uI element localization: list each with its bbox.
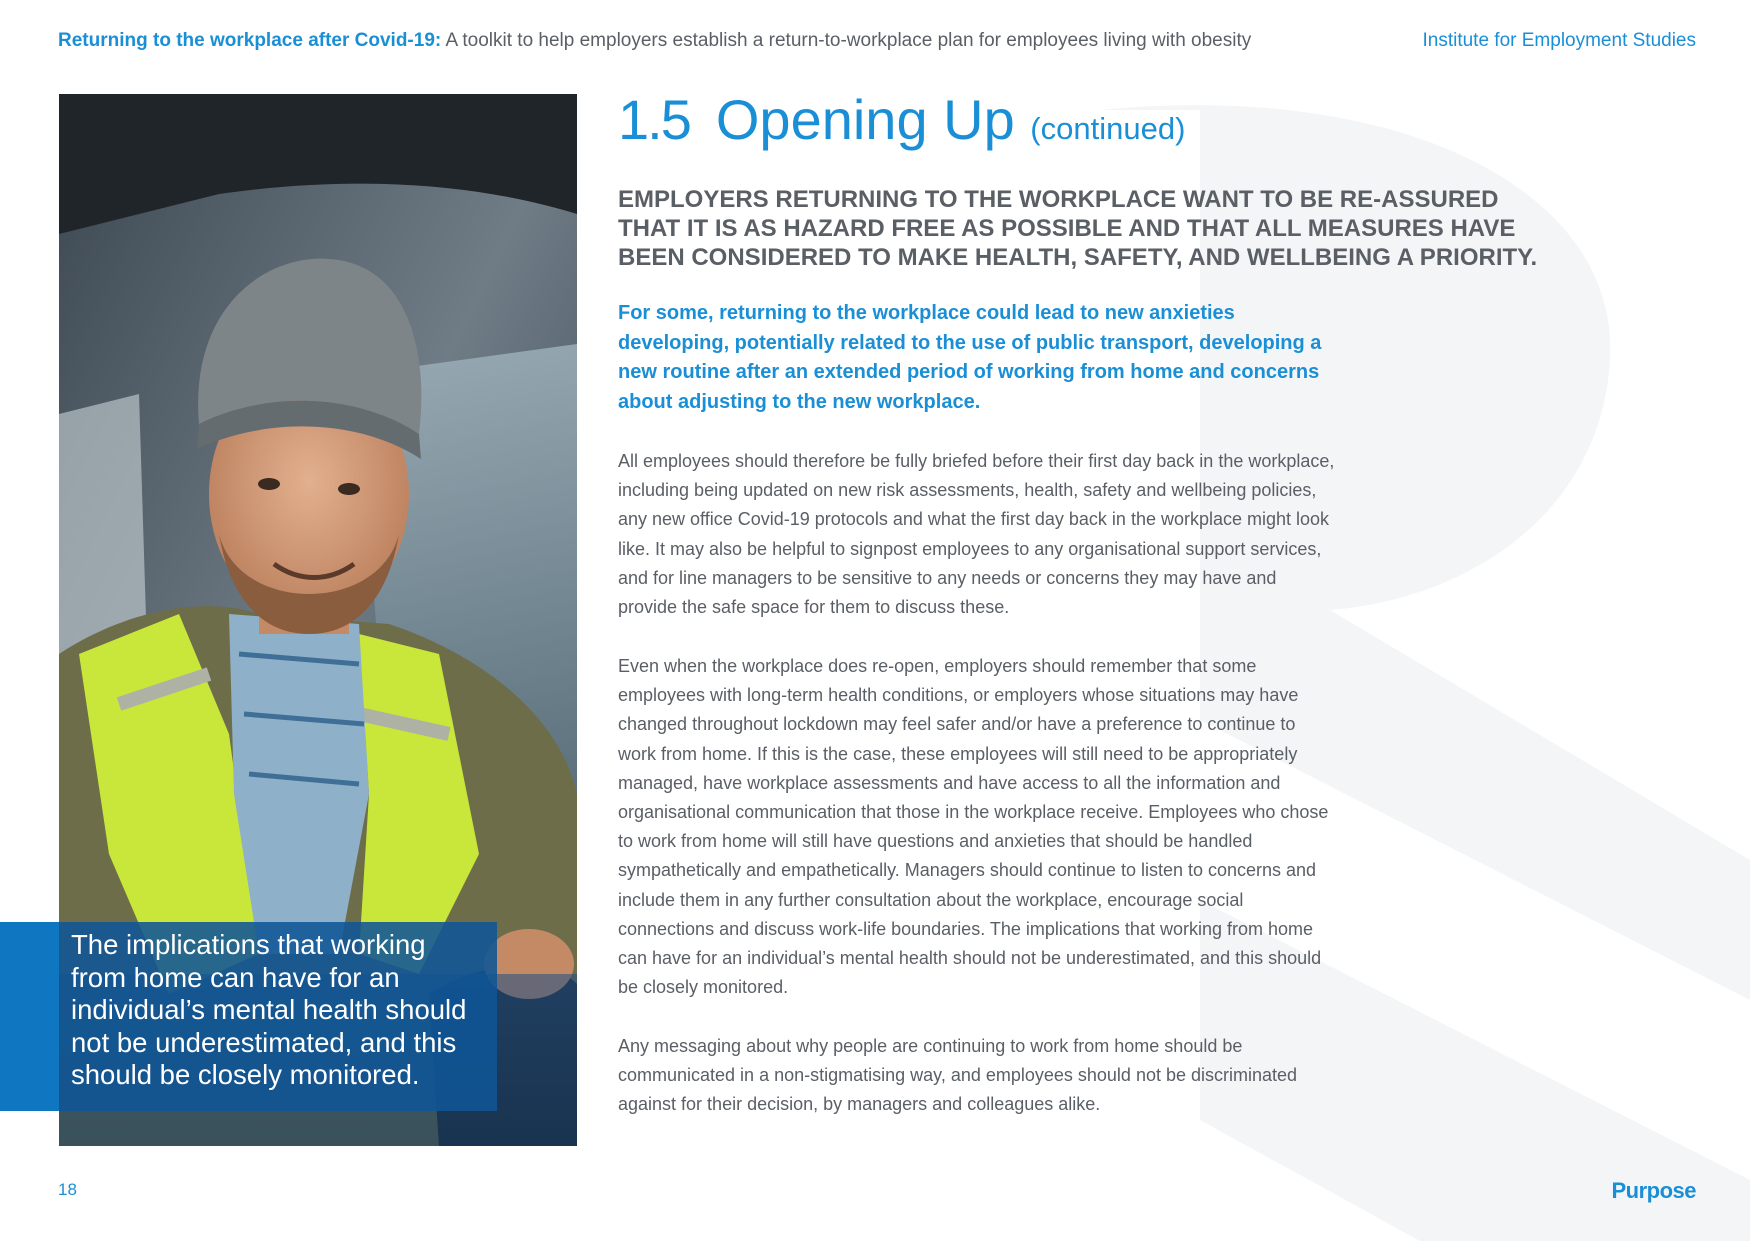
section-title-text: Opening Up [715, 88, 1015, 151]
page-number: 18 [58, 1180, 77, 1199]
purpose-logo: Purpose [1611, 1178, 1696, 1203]
body-paragraph: Any messaging about why people are continuing to work from home should be communicated in a non-stigmatising way, and employees should not be discriminated against for their decision, by managers and colleagues alike. [618, 1036, 1298, 1115]
body-paragraph: All employees should therefore be fully briefed before their first day back in the workplace, including being updated on new risk assessments, health, safety and wellbeing policies, any new office Covid-19 protocols and what the first day back in the workplace might look like. It may also be helpful to signpost employees to any organisational support services, and for line managers to be sensitive to any needs or concerns they may have and provide the safe space for them to discuss these. [618, 451, 1335, 618]
section-title-suffix: (continued) [1030, 111, 1186, 146]
organisation-name: Institute for Employment Studies [1422, 30, 1696, 51]
page-header [58, 30, 1696, 58]
document-title-bold: Returning to the workplace after Covid-19: [58, 30, 442, 51]
document-subtitle: A toolkit to help employers establish a return-to-workplace plan for employees living with obesity [445, 30, 1252, 51]
section-number: 1.5 [618, 88, 690, 151]
main-content [618, 88, 1538, 1115]
quote-accent-bar [0, 922, 59, 1111]
lead-statement: EMPLOYERS RETURNING TO THE WORKPLACE WANT TO BE RE-ASSURED THAT IT IS AS HAZARD FREE AS POSSIBLE AND THAT ALL MEASURES HAVE BEEN CONSIDERED TO MAKE HEALTH, SAFETY, AND WELLBEING A PRIORITY. [618, 186, 1538, 271]
pull-quote: The implications that working from home can have for an individual’s mental health should not be underestimated, and this should be closely monitored. [59, 922, 497, 1111]
document-title [58, 30, 1251, 52]
intro-paragraph: For some, returning to the workplace could lead to new anxieties developing, potentially related to the use of public transport, developing a new routine after an extended period of working from home and concerns about adjusting to the new workplace. [618, 302, 1322, 413]
section-title [618, 88, 1518, 161]
body-paragraph: Even when the workplace does re-open, employers should remember that some employees with long-term health conditions, or employers whose situations may have changed throughout lockdown may feel safer and/or have a preference to continue to work from home. If this is the case, these employees will still need to be appropriately managed, have workplace assessments and have access to all the information and organisational communication that those in the workplace receive. Employees who chose to work from home will still have questions and anxieties that should be handled sympathetically and empathetically. Managers should continue to listen to concerns and include them in any further consultation about the workplace, encourage social connections and discuss work-life boundaries. The implications that working from home can have for an individual’s mental health should not be underestimated, and this should be closely monitored. [618, 656, 1329, 998]
